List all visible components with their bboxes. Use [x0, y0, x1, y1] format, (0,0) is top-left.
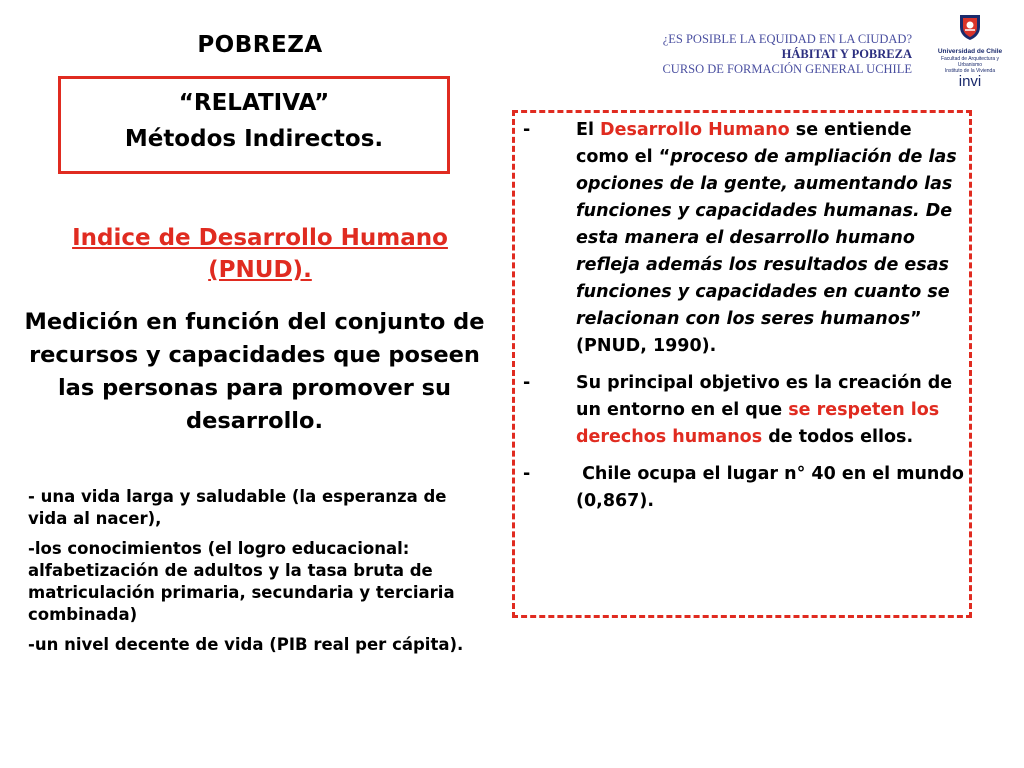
university-crest-icon	[955, 12, 985, 42]
header-line-3: CURSO DE FORMACIÓN GENERAL UCHILE	[662, 62, 912, 76]
idh-heading: Indice de Desarrollo Humano (PNUD).	[72, 225, 448, 283]
university-logo	[930, 12, 1010, 92]
item-1-mid: se entiende como el “	[576, 120, 912, 167]
logo-university-name: Universidad de Chile	[937, 48, 1003, 55]
logo-faculty-name: Facultad de Arquitectura y Urbanismo	[940, 56, 1000, 68]
page-title: POBREZA	[197, 32, 323, 58]
item-2-post: de todos ellos.	[762, 427, 914, 447]
relativa-box	[58, 76, 450, 174]
course-header	[560, 32, 912, 77]
bullet-conocimientos: -los conocimientos (el logro educacional: alfabetización de adultos y la tasa bruta de matriculación primaria, secundaria y terciaria combinada)	[28, 539, 455, 624]
left-bullet-list	[28, 486, 480, 664]
item-3-text: Chile ocupa el lugar n° 40 en el mundo (0,867).	[576, 464, 971, 511]
bullet-nivel-decente: -un nivel decente de vida (PIB real per cápita).	[28, 635, 464, 654]
definition-item-1	[523, 117, 968, 360]
item-dash: -	[523, 120, 531, 140]
item-2-text	[576, 370, 968, 451]
desarrollo-humano-term: Desarrollo Humano	[600, 120, 790, 140]
definition-item-2	[523, 370, 968, 451]
logo-invi-brand: invi	[958, 73, 982, 90]
item-dash: -	[523, 464, 531, 484]
derechos-humanos-highlight: se respeten los derechos humanos	[576, 400, 940, 447]
header-line-1: ¿ES POSIBLE LA EQUIDAD EN LA CIUDAD?	[662, 32, 912, 46]
relativa-label: “RELATIVA”	[178, 90, 330, 116]
item-1-post: ” (PNUD, 1990).	[576, 309, 922, 356]
item-1-quote: proceso de ampliación de las opciones de la gente, aumentando las funciones y capacidades humanas. De esta manera el desarrollo humano refleja además los resultados de esas funciones y capacidades en cuanto se relacionan con los seres humanos	[576, 147, 957, 329]
definition-list	[523, 117, 971, 525]
metodos-indirectos-label: Métodos Indirectos.	[124, 126, 384, 152]
item-2-pre: Su principal objetivo es la creación de un entorno en el que	[576, 373, 953, 420]
bullet-vida-larga: - una vida larga y saludable (la esperanza de vida al nacer),	[28, 487, 447, 528]
logo-institute-name: Instituto de la Vivienda	[944, 68, 996, 74]
definition-item-3	[523, 461, 971, 515]
item-dash: -	[523, 373, 531, 393]
header-line-2: HÁBITAT Y POBREZA	[781, 47, 912, 61]
item-1-text	[576, 117, 968, 360]
medicion-paragraph: Medición en función del conjunto de recursos y capacidades que poseen las personas para promover su desarrollo.	[24, 309, 485, 434]
item-1-pre: El	[576, 120, 601, 140]
